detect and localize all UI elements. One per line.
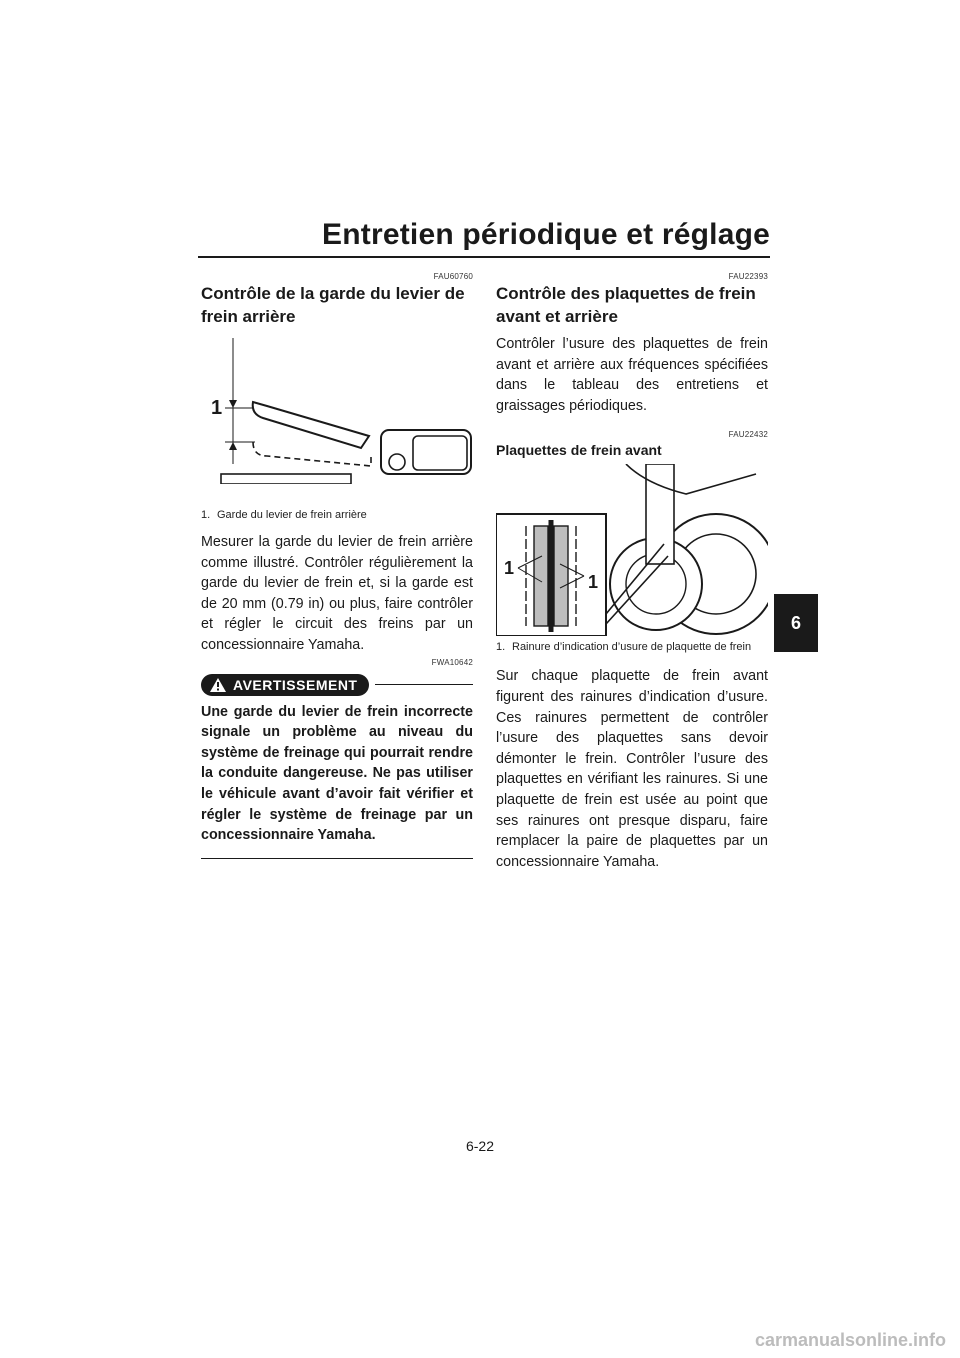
subsection-heading-front-pads: Plaquettes de frein avant <box>496 442 662 459</box>
warning-end-rule <box>201 858 473 859</box>
pad-caption-number: 1. <box>496 641 506 654</box>
figure-caption <box>201 508 473 522</box>
figure-callout-1b: 1 <box>588 572 599 593</box>
warning-box <box>201 674 473 859</box>
header-rule <box>198 256 770 258</box>
pad-figure-caption <box>496 640 768 654</box>
section-heading-brake-pads: Contrôle des plaquettes de frein avant et arrière <box>496 284 756 326</box>
pad-caption-text: Rainure d’indication d’usure de plaquette de frein <box>512 641 752 654</box>
right-column <box>496 272 768 872</box>
brake-lever-illustration <box>201 334 473 484</box>
figure-callout-1a: 1 <box>504 558 515 579</box>
chapter-tab <box>774 594 818 652</box>
page-title: Entretien périodique et réglage <box>322 218 770 251</box>
watermark: carmanualsonline.info <box>754 1330 946 1350</box>
warning-rule <box>375 684 473 685</box>
warning-badge <box>201 674 369 696</box>
warning-icon <box>209 677 227 693</box>
warning-label: AVERTISSEMENT <box>233 676 358 693</box>
lever-play-body: Mesurer la garde du levier de frein arrière comme illustré. Contrôler régulièrement la garde du levier de frein et, si la garde est de 20 mm (0.79 in) ou plus, faire contrôler et régler le circuit des freins par un concessionnaire Yamaha. <box>201 534 473 653</box>
warning-code: FWA10642 <box>431 657 473 667</box>
caption-text: Garde du levier de frein arrière <box>217 509 367 521</box>
warning-header <box>201 674 473 696</box>
warning-text: Une garde du levier de frein incorrecte signale un problème au niveau du système de freinage qui pourrait rendre la conduite dangereuse. Ne pas utiliser le véhicule avant d’avoir fait vérifier et régler le système de freinage par un concessionnaire Yamaha. <box>201 703 473 844</box>
section-code: FAU60760 <box>433 272 473 281</box>
front-pads-body: Sur chaque plaquette de frein avant figurent des rainures d’indication d’usure. Ces rainures permettent de contrôler l’usure des plaquettes sans devoir démonter le frein. Contrôler l’usure des plaquettes en vérifiant les rainures. Si une plaquette de frein est usée au point que ses rainures ont presque disparu, faire remplacer la paire de plaquettes par un concessionnaire Yamaha. <box>496 668 768 870</box>
page-number: 6-22 <box>465 1138 495 1154</box>
caption-number: 1. <box>201 509 211 521</box>
left-column <box>201 272 473 859</box>
brake-pad-illustration <box>496 464 768 636</box>
chapter-number: 6 <box>790 612 801 633</box>
section-code-pads: FAU22393 <box>728 272 768 281</box>
figure-callout-1: 1 <box>211 397 223 419</box>
section-heading-lever-play: Contrôle de la garde du levier de frein arrière <box>201 284 465 326</box>
brake-lever-figure <box>201 334 473 484</box>
brake-pad-figure <box>496 464 768 636</box>
brake-pads-intro: Contrôler l’usure des plaquettes de frein avant et arrière aux fréquences spécifiées dans le tableau des entretiens et graissages périodiques. <box>496 336 768 414</box>
subsection-code: FAU22432 <box>728 430 768 440</box>
